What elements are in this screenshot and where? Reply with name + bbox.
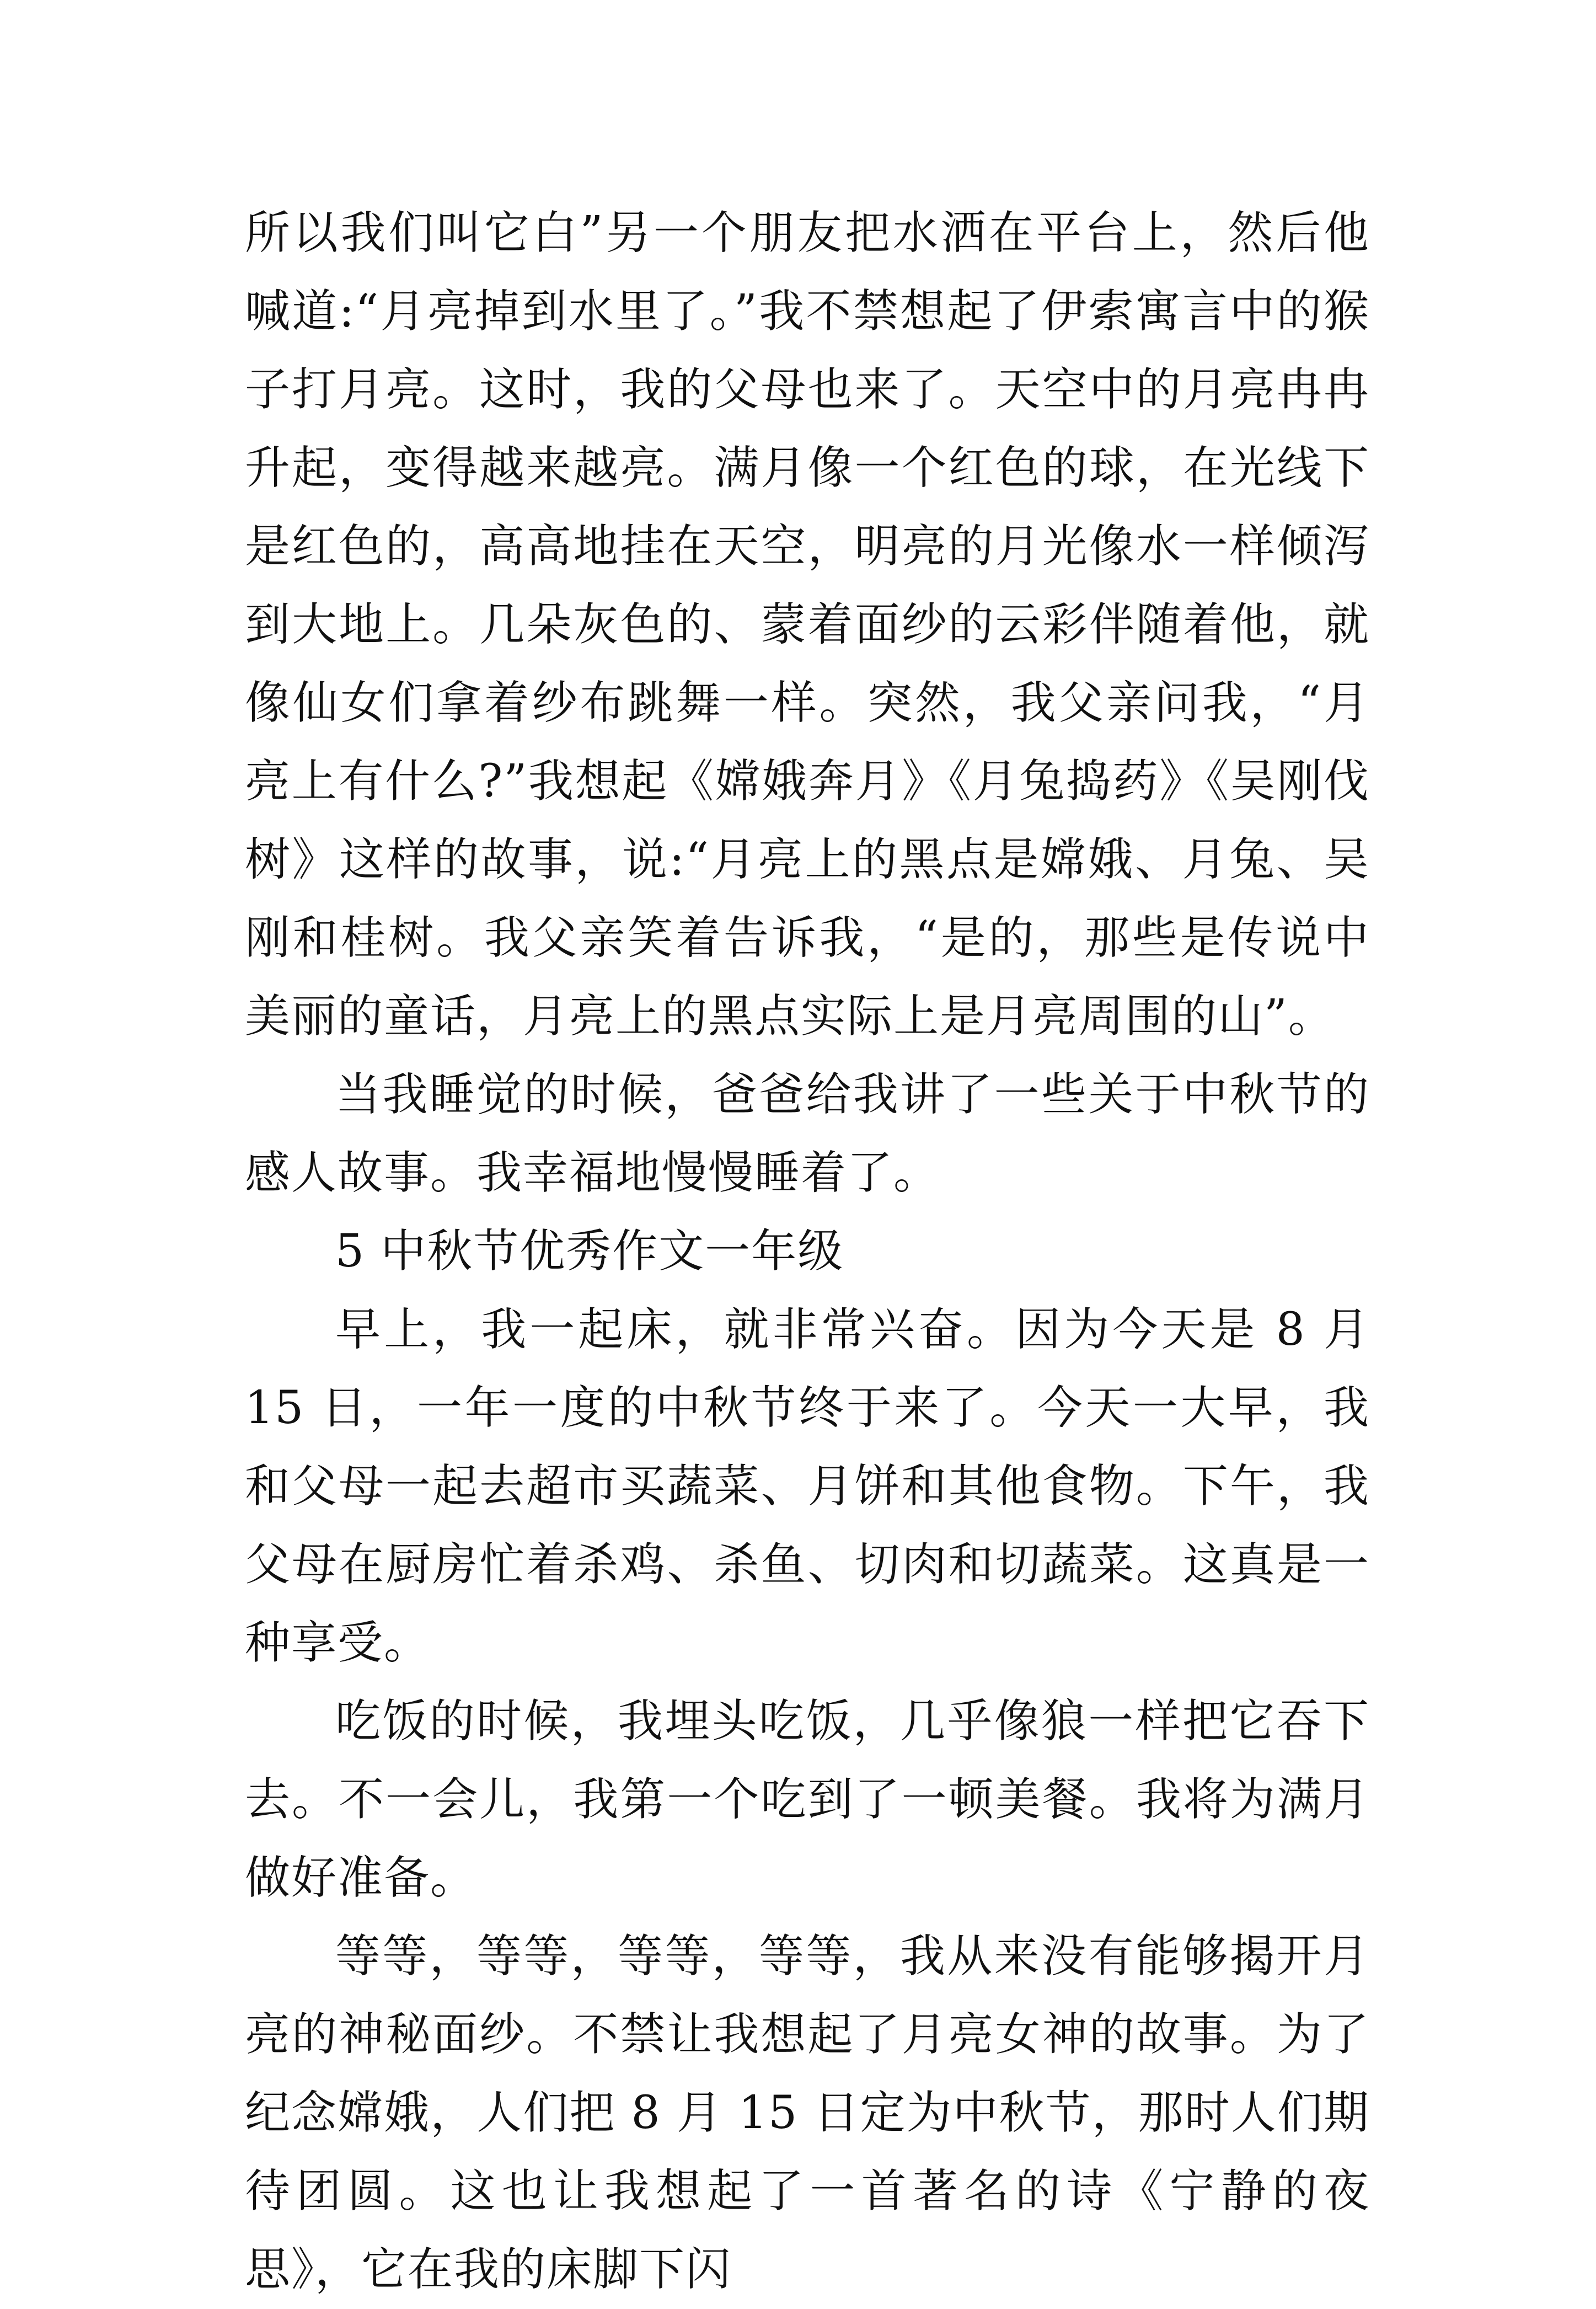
paragraph: 吃饭的时候，我埋头吃饭，几乎像狼一样把它吞下去。不一会儿，我第一个吃到了一顿美餐。我将为满月做好准备。 [245, 1695, 1370, 1904]
paragraph: 当我睡觉的时候，爸爸给我讲了一些关于中秋节的感人故事。我幸福地慢慢睡着了。 [245, 1068, 1370, 1199]
paragraph-continued: 所以我们叫它白”另一个朋友把水洒在平台上，然后他喊道:“月亮掉到水里了。”我不禁想起了伊索寓言中的猴子打月亮。这时，我的父母也来了。天空中的月亮冉冉升起，变得越来越亮。满月像一个红色的球，在光线下是红色的，高高地挂在天空，明亮的月光像水一样倾泻到大地上。几朵灰色的、蒙着面纱的云彩伴随着他，就像仙女们拿着纱布跳舞一样。突然，我父亲问我，“月亮上有什么?”我想起《嫦娥奔月》《月兔捣药》《吴刚伐树》这样的故事，说:“月亮上的黑点是嫦娥、月兔、吴刚和桂树。我父亲笑着告诉我，“是的，那些是传说中美丽的童话，月亮上的黑点实际上是月亮周围的山”。 [245, 207, 1370, 1043]
paragraph: 等等，等等，等等，等等，我从来没有能够揭开月亮的神秘面纱。不禁让我想起了月亮女神的故事。为了纪念嫦娥，人们把 8 月 15 日定为中秋节，那时人们期待团圆。这也让我想起了一首著名的诗《宁静的夜思》，它在我的床脚下闪 [245, 1930, 1370, 2296]
paragraph: 早上，我一起床，就非常兴奋。因为今天是 8 月 15 日，一年一度的中秋节终于来了。今天一大早，我和父母一起去超市买蔬菜、月饼和其他食物。下午，我父母在厨房忙着杀鸡、杀鱼、切肉和切蔬菜。这真是一种享受。 [245, 1303, 1370, 1669]
section-heading: 5 中秋节优秀作文一年级 [335, 1225, 844, 1278]
document-body [245, 194, 1370, 2309]
